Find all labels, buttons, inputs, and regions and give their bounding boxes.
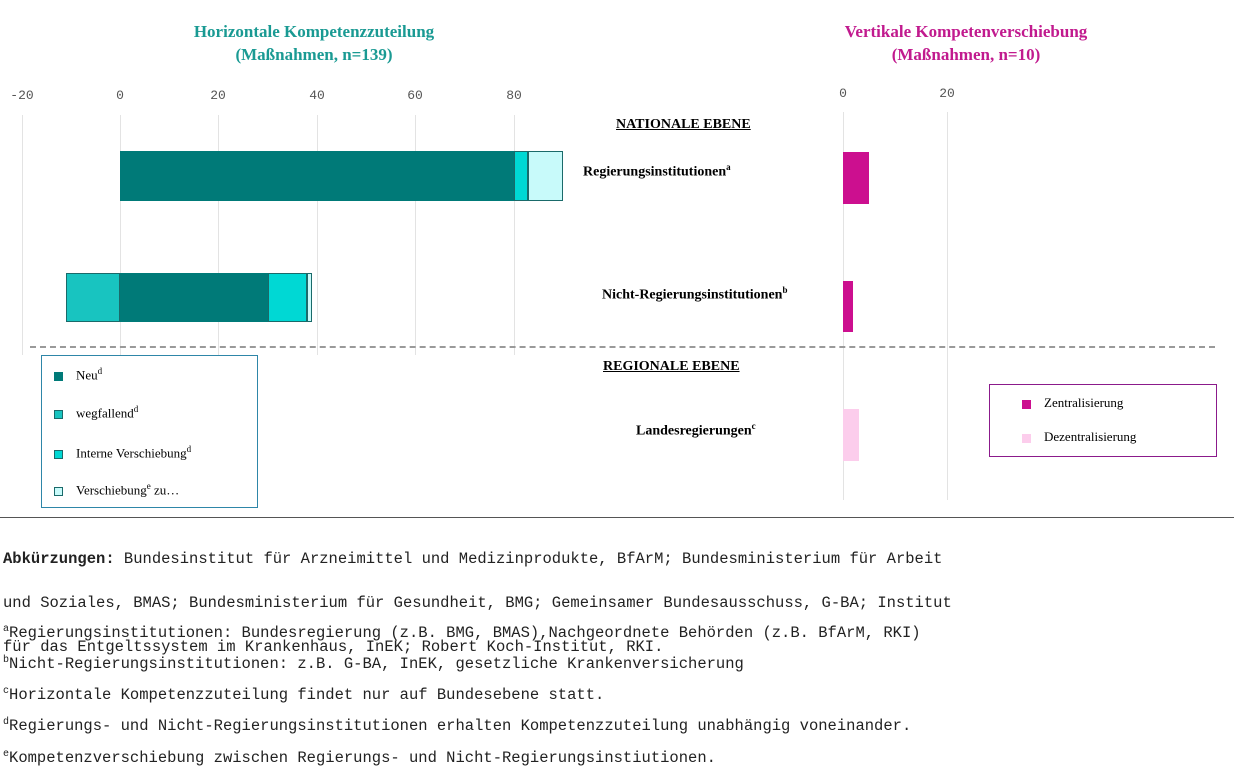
left-tick-label: 60: [407, 88, 423, 103]
footnotes: [3, 616, 921, 772]
legend-item-neu: [54, 366, 102, 383]
category-text: Nicht-Regierungsinstitutionen: [602, 287, 783, 303]
legend-label: Zentralisierung: [1044, 395, 1124, 410]
legend-footnote-mark: d: [133, 404, 139, 414]
legend-swatch-zu: [54, 487, 63, 496]
left-panel-title: [164, 20, 464, 66]
legend-item-intern: [54, 444, 191, 461]
category-footnote-mark: c: [751, 421, 756, 431]
footnote-mark: b: [3, 655, 10, 667]
left-tick-label: -20: [10, 88, 34, 103]
legend-swatch-neu: [54, 372, 63, 381]
category-footnote-mark: a: [726, 162, 731, 172]
abbr-line-1: [3, 548, 952, 570]
legend-label: Neu: [76, 367, 98, 383]
right-legend: [989, 384, 1217, 457]
category-label-nonreg: [602, 285, 787, 304]
legend-footnote-mark: e: [146, 481, 151, 491]
legend-item-zu: [54, 481, 179, 498]
footnote: [3, 741, 921, 772]
right-title-line2: (Maßnahmen, n=10): [891, 45, 1041, 64]
footnote-mark: c: [3, 686, 10, 698]
legend-label: wegfallend: [76, 405, 134, 421]
footnote-text: Kompetenzverschiebung zwischen Regierungs- und Nicht-Regierungsinstiutionen.: [9, 748, 716, 767]
legend-swatch-wegfallend: [54, 410, 63, 419]
left-tick-label: 0: [116, 88, 124, 103]
bar-segment-neu: [120, 151, 514, 201]
bar-segment-intern: [268, 273, 307, 322]
legend-label-suffix: zu…: [150, 482, 180, 498]
legend-item-zentral: [1022, 395, 1123, 411]
category-text: Landesregierungen: [636, 423, 752, 439]
bar-segment-dezentralisierung: [843, 409, 859, 461]
legend-label: Dezentralisierung: [1044, 429, 1137, 444]
left-tick-label: 80: [506, 88, 522, 103]
abbr-line-3: für das Entgeltssystem im Krankenhaus, InEK; Robert Koch-Institut, RKI.: [3, 638, 664, 656]
legend-item-dezentral: [1022, 429, 1136, 445]
category-label-reg: [583, 162, 731, 181]
right-tick-label: 20: [939, 86, 955, 101]
left-legend: [41, 355, 258, 508]
abbr-line-2: und Soziales, BMAS; Bundesministerium für Gesundheit, BMG; Gemeinsamer Bundesausschuss, G-BA; Institut: [3, 594, 952, 612]
footnote-text: Horizontale Kompetenzzuteilung findet nur auf Bundesebene statt.: [9, 686, 605, 705]
bar-segment-zu: [528, 151, 562, 201]
left-gridline: [22, 115, 23, 355]
bar-segment-zu: [307, 273, 312, 322]
legend-label: Interne Verschiebung: [76, 445, 187, 461]
footnote: [3, 678, 921, 709]
section-title-regional: REGIONALE EBENE: [603, 359, 740, 374]
legend-item-wegfallend: [54, 404, 138, 421]
footnote: [3, 709, 921, 740]
bar-segment-neu: [120, 273, 268, 322]
bar-segment-wegfallend: [66, 273, 120, 322]
left-tick-label: 20: [210, 88, 226, 103]
level-separator: [30, 346, 1215, 348]
category-footnote-mark: b: [782, 285, 788, 295]
legend-swatch-dezentral: [1022, 434, 1031, 443]
right-gridline: [947, 112, 948, 500]
footnote: [3, 647, 921, 678]
section-title-national: NATIONALE EBENE: [616, 117, 751, 132]
bar-segment-intern: [514, 151, 529, 201]
legend-swatch-intern: [54, 450, 63, 459]
notes-divider: [0, 517, 1234, 518]
legend-label: Verschiebung: [76, 482, 147, 498]
footnote: [3, 616, 921, 647]
abbr-label: Abkürzungen:: [3, 550, 115, 568]
footnote-text: Regierungs- und Nicht-Regierungsinstitutionen erhalten Kompetenzzuteilung unabhängig voneinander.: [9, 717, 912, 736]
left-title-line1: Horizontale Kompetenzzuteilung: [193, 22, 435, 41]
category-text: Regierungsinstitutionen: [583, 164, 727, 180]
footnote-mark: d: [3, 717, 10, 729]
footnote-text: Nicht-Regierungsinstitutionen: z.B. G-BA, InEK, gesetzliche Krankenversicherung: [9, 655, 744, 674]
right-title-line1: Vertikale Kompetenverschiebung: [844, 22, 1088, 41]
abbr-text: Bundesinstitut für Arzneimittel und Medizinprodukte, BfArM; Bundesministerium für Arbeit: [114, 550, 943, 568]
bar-segment-zentralisierung: [843, 152, 869, 204]
category-label-land: [636, 421, 756, 440]
left-tick-label: 40: [309, 88, 325, 103]
footnote-text: Regierungsinstitutionen: Bundesregierung (z.B. BMG, BMAS),Nachgeordnete Behörden (z.B. BfArM, RKI): [9, 624, 921, 643]
footnote-mark: e: [3, 748, 10, 760]
legend-footnote-mark: d: [186, 444, 192, 454]
left-title-line2: (Maßnahmen, n=139): [235, 45, 393, 64]
right-tick-label: 0: [839, 86, 847, 101]
right-panel-title: [806, 20, 1126, 66]
legend-footnote-mark: d: [97, 366, 103, 376]
bar-segment-zentralisierung: [843, 281, 853, 332]
footnote-mark: a: [3, 624, 10, 635]
legend-swatch-zentral: [1022, 400, 1031, 409]
